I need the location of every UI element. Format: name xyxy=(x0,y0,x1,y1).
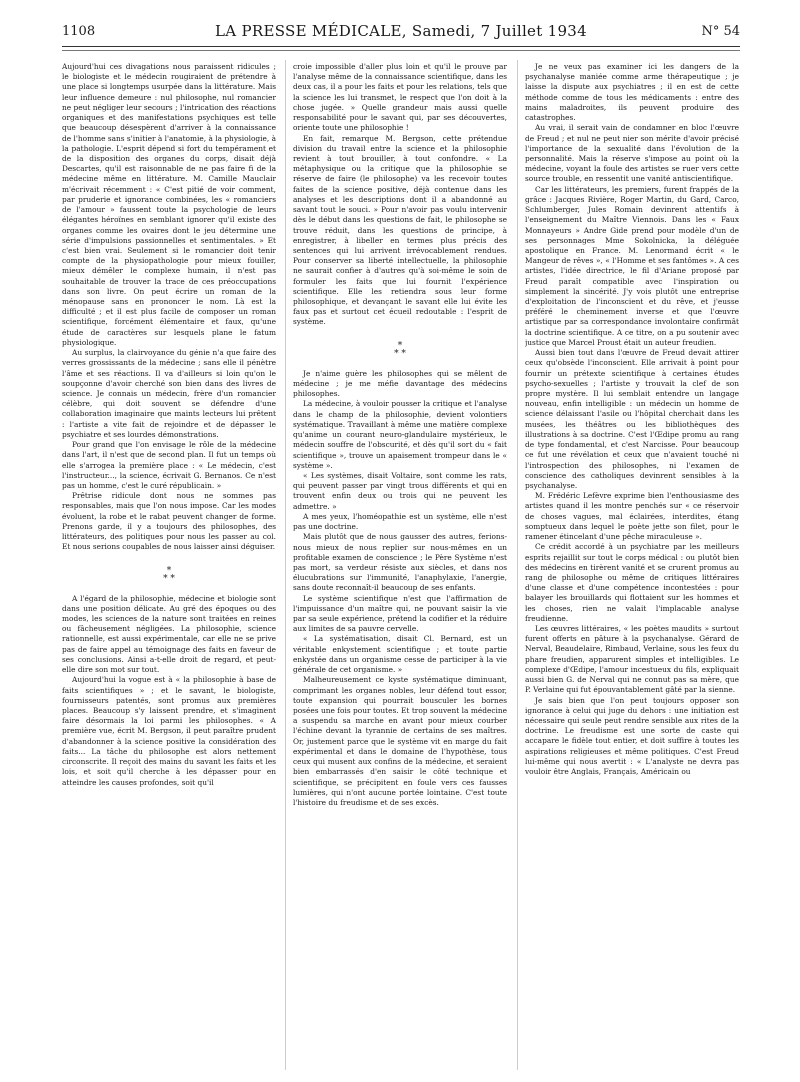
paragraph: Aussi bien tout dans l'œuvre de Freud devait attirer ceux qu'obsède l'inconscient. Elle arrivait à point pour fournir un prétexte scientifique à certaines études psycho-sexuelles ; l'artiste y trouvait la clef de son propre mystère. Il lui semblait entendre un langage nouveau, enfin intelligible : un médecin un homme de science délaissant l'asile ou l'hôpital cherchait dans les musées, les théâtres ou les bibliothèques des illustrations à sa doctrine. C'est l'Œdipe promu au rang de type fondamental, et c'est Narcisse. Pour beaucoup ce fut une révélation et ceux que n'avaient touché ni l'introspection des philosophes, ni l'examen de conscience des catholiques devinrent sensibles à la psychanalyse. xyxy=(525,348,739,490)
section-divider-asterisks: * * * xyxy=(394,340,406,360)
paragraph: Malheureusement ce kyste systématique diminuant, comprimant les organes nobles, leur défend tout essor, toute expansion qui pourrait bousculer les bornes posées une fois pour toutes. Et trop souvent la médecine a suspendu sa marche en avant pour mieux courber l'échine devant la tyrannie de certains de ses maîtres. Or, justement parce que le système vit en marge du fait expérimental et dans le domaine de l'hypothèse, tous ceux qui musent aux confins de la médecine, et seraient bien embarrassés d'en saisir le côté technique et scientifique, se précipitent en foule vers ces fausses lumières, qui n'ont aucune portée lointaine. C'est toute l'histoire du freudisme et de ses excès. xyxy=(293,675,507,807)
paragraph: croie impossible d'aller plus loin et qu'il le prouve par l'analyse même de la connaissance scientifique, dans les deux cas, il a pour les faits et pour les relations, tels que la science les lui transmet, le respect que l'on doit à la chose jugée. » Quelle grandeur mais aussi quelle responsabilité pour le savant qui, par ses découvertes, oriente toute une philosophie ! xyxy=(293,62,507,133)
paragraph: A mes yeux, l'homéopathie est un système, elle n'est pas une doctrine. xyxy=(293,511,507,532)
paragraph: Prêtrise ridicule dont nous ne sommes pas responsables, mais que l'on nous impose. Car les modes évoluent, la robe et le rabat peuvent changer de forme. Prenons garde, il y a toujours des philosophes, des littérateurs, des politiques pour nous les passer au col. Et nous serions coupables de nous laisser ainsi déguiser. xyxy=(62,491,276,552)
paragraph: Ce crédit accordé à un psychiatre par les meilleurs esprits rejaillit sur tout le corps médical : ou plutôt bien des médecins en tirèrent vanité et se crurent promus au rang de philosophe ou même de critiques littéraires d'une classe et d'une compétence incontestées : pour balayer les brouillards qui flottaient sur les hommes et les choses, rien ne valait l'implacable analyse freudienne. xyxy=(525,542,739,623)
column-separator xyxy=(285,60,286,1070)
paragraph: Au surplus, la clairvoyance du génie n'a que faire des verres grossissants de la médecine ; sans elle il pénètre l'âme et ses réactions. Il va d'ailleurs si loin qu'on le soupçonne d'avoir cherché son bien dans des livres de science. Je connais un médecin, frère d'un romancier célèbre, qui doit souvent se défendre d'une collaboration imaginaire que maints lecteurs lui prêtent : l'artiste a vite fait de rejoindre et de dépasser le psychiatre et ses lourdes démonstrations. xyxy=(62,348,276,439)
column-separator xyxy=(517,60,518,1070)
section-divider-asterisks: * * * xyxy=(163,565,175,585)
paragraph: La médecine, à vouloir pousser la critique et l'analyse dans le champ de la philosophie, devient volontiers systématique. Travaillant à même une matière complexe qu'anime un courant neuro-glandulaire mystérieux, le médecin souffre de l'obscurité, et dès qu'il sort du « fait scientifique », trouve un apaisement trompeur dans le « système ». xyxy=(293,399,507,470)
paragraph: Aujourd'hui ces divagations nous paraissent ridicules ; le biologiste et le médecin rougiraient de prétendre à une place si longtemps usurpée dans la littérature. Mais leur influence demeure : nul philosophe, nul romancier ne peut négliger leur secours ; l'intrication des réactions organiques et des manifestations psychiques est telle que beaucoup désespèrent d'arriver à la connaissance de l'homme sans s'initier à l'anatomie, à la physiologie, à la pathologie. L'esprit dépend si fort du tempérament et de la disposition des organes du corps, disait déjà Descartes, qu'il est raisonnable de ne pas faire fi de la médecine même en littérature. M. Camille Mauclair m'écrivait récemment : « C'est pitié de voir comment, par pruderie et ignorance combinées, les « romanciers de l'amour » faussent toute la psychologie de leurs élégantes héroïnes en semblant ignorer qu'il existe des organes comme les ovaires dont le jeu détermine une série d'impulsions passionnelles et sentimentales. » Et c'est bien vrai. Seulement si le romancier doit tenir compte de la physiopathologie pour mieux fouiller, mieux démêler le complexe humain, il n'est pas souhaitable de trouver la trace de ces préoccupations dans son livre. On peut écrire un roman de la ménopause sans en prononcer le nom. Là est la difficulté ; et il est plus facile de composer un roman scientifique, forcément élémentaire et faux, qu'une étude de caractères sur lesquels plane le fatum physiologique. xyxy=(62,62,276,347)
paragraph: Je sais bien que l'on peut toujours opposer son ignorance à celui qui juge du dehors : une initiation est nécessaire qui seule peut rendre sensible aux rites de la doctrine. Le freudisme est une sorte de caste qui accapare le fidèle tout entier, et doit suffire à toutes les aspirations religieuses et même politiques. C'est Freud lui-même qui nous avertit : « L'analyste ne devra pas vouloir être Anglais, Français, Américain ou xyxy=(525,695,739,777)
page-number: 1108 xyxy=(62,24,96,39)
paragraph: Je n'aime guère les philosophes qui se mêlent de médecine ; je me méfie davantage des médecins philosophes. xyxy=(293,368,507,399)
paragraph: Pour grand que l'on envisage le rôle de la médecine dans l'art, il n'est que de second plan. Il fut un temps où elle s'arrogea la première place : « Le médecin, c'est l'instructeur..., la science, écrivait G. Bernanos. Ce n'est pas un homme, c'est le curé républicain. » xyxy=(62,440,276,490)
paragraph: « La systématisation, disait Cl. Bernard, est un véritable enkystement scientifique ; et toute partie enkystée dans un organisme cesse de participer à la vie générale de cet organisme. » xyxy=(293,634,507,675)
text-column-3 xyxy=(525,62,739,1072)
header-rule xyxy=(62,46,740,47)
paragraph: Je ne veux pas examiner ici les dangers de la psychanalyse maniée comme arme thérapeutique ; je laisse la dispute aux psychiatres ; il en est de cette méthode comme de tous les médicaments : entre des mains maladroites, ils peuvent produire des catastrophes. xyxy=(525,62,739,123)
paragraph: Les œuvres littéraires, « les poètes maudits » surtout furent offerts en pâture à la psychanalyse. Gérard de Nerval, Beaudelaire, Rimbaud, Verlaine, sous les feux du phare freudien, apparurent simples et intelligibles. Le complexe d'Œdipe, l'amour incestueux du fils, expliquait aussi bien G. de Nerval qui ne connut pas sa mère, que P. Verlaine qui fut épouvantablement gâté par la sienne. xyxy=(525,624,739,695)
paragraph: Au vrai, il serait vain de condamner en bloc l'œuvre de Freud ; et nul ne peut nier son mérite d'avoir précisé l'importance de la sexualité dans l'évolution de la personnalité. Mais la réserve s'impose au point où la médecine, voyant la foule des artistes se ruer vers cette source trouble, en ressentit une vanité antiscientifique. xyxy=(525,123,739,184)
paragraph: Aujourd'hui la vogue est à « la philosophie à base de faits scientifiques » ; et le savant, le biologiste, fournisseurs patentés, sont promus aux premières places. Beaucoup s'y laissent prendre, et s'imaginent faire désormais la loi parmi les philosophes. « A première vue, écrit M. Bergson, il peut paraître prudent d'abandonner à la science positive la considération des faits... La tâche du philosophe est alors nettement circonscrite. Il reçoit des mains du savant les faits et les lois, et soit qu'il cherche à les dépasser pour en atteindre les causes profondes, soit qu'il xyxy=(62,675,276,787)
paragraph: A l'égard de la philosophie, médecine et biologie sont dans une position délicate. Au gré des époques ou des modes, les sciences de la nature sont traitées en reines ou fâcheusement négligées. La philosophie, science rationnelle, est aussi expérimentale, car elle ne se prive pas de faire appel au témoignage des faits en faveur de ses conclusions. Ainsi a-t-elle droit de regard, et peut-elle dire son mot sur tout. xyxy=(62,593,276,675)
journal-title: LA PRESSE MÉDICALE, Samedi, 7 Juillet 1934 xyxy=(215,22,587,40)
text-column-1 xyxy=(62,62,276,1072)
text-column-2 xyxy=(293,62,507,1072)
paragraph: Mais plutôt que de nous gausser des autres, ferions-nous mieux de nous replier sur nous-mêmes en un profitable examen de conscience ; le Père Système n'est pas mort, sa verdeur résiste aux siècles, et dans nos élucubrations sur l'immunité, l'anaphylaxie, l'anergie, sans doute reconnaît-il beaucoup de ses enfants. xyxy=(293,532,507,593)
paragraph: « Les systèmes, disait Voltaire, sont comme les rats, qui peuvent passer par vingt trous différents et qui en trouvent enfin deux ou trois qui ne peuvent les admettre. » xyxy=(293,470,507,511)
paragraph: En fait, remarque M. Bergson, cette prétendue division du travail entre la science et la philosophie revient à tout brouiller, à tout confondre. « La métaphysique ou la critique que la philosophie se réserve de faire (le philosophe) va les recevoir toutes faites de la science positive, déjà contenue dans les analyses et les descriptions dont il a abandonné au savant tout le souci. » Pour n'avoir pas voulu intervenir dès le début dans les questions de fait, le philosophe se trouve réduit, dans les questions de principe, à enregistrer, à libeller en termes plus précis des sentences qui lui arrivent irrévocablement rendues. Pour conserver sa liberté intellectuelle, la philosophie ne saurait confier à d'autres qu'à soi-même le soin de formuler les faits que lui fournit l'expérience scientifique. Elle les retiendra sous leur forme philosophique, et devançant le savant elle lui évite les faux pas et surtout cet écueil redoutable : l'esprit de système. xyxy=(293,133,507,327)
header-rule-thin xyxy=(62,50,740,51)
issue-number: N° 54 xyxy=(701,24,740,39)
page-header xyxy=(62,20,740,44)
paragraph: Le système scientifique n'est que l'affirmation de l'impuissance d'un maître qui, ne pouvant saisir la vie par sa seule expérience, prétend la codifier et la réduire aux limites de sa pauvre cervelle. xyxy=(293,593,507,634)
paragraph: M. Frédéric Lefèvre exprime bien l'enthousiasme des artistes quand il les montre penchés sur « ce réservoir de choses vagues, mal éclairées, interdites, étang somptueux dans lequel le poète jette son filet, pour le ramener étincelant d'une pêche miraculeuse ». xyxy=(525,491,739,542)
paragraph: Car les littérateurs, les premiers, furent frappés de la grâce : Jacques Rivière, Roger Martin, du Gard, Carco, Schlumberger, Jules Romain devinrent attentifs à l'enseignement du Maître Viennois. Dans les « Faux Monnayeurs » Andre Gide prend pour modèle d'un de ses personnages Mme Sokolnicka, la déléguée apostolique en France. M. Lenormand écrit « le Mangeur de rêves », « l'Homme et ses fantômes ». A ces artistes, l'idée directrice, le fil d'Ariane proposé par Freud paraît compatible avec l'inspiration ou simplement la sincérité. J'y vois plutôt une entreprise d'exploitation de l'inconscient et du rêve, et j'eusse préféré le cheminement inverse et que l'œuvre artistique par sa correspondance involontaire confirmât la doctrine scientifique. A ce titre, on a pu soutenir avec justice que Marcel Proust était un auteur freudien. xyxy=(525,184,739,347)
